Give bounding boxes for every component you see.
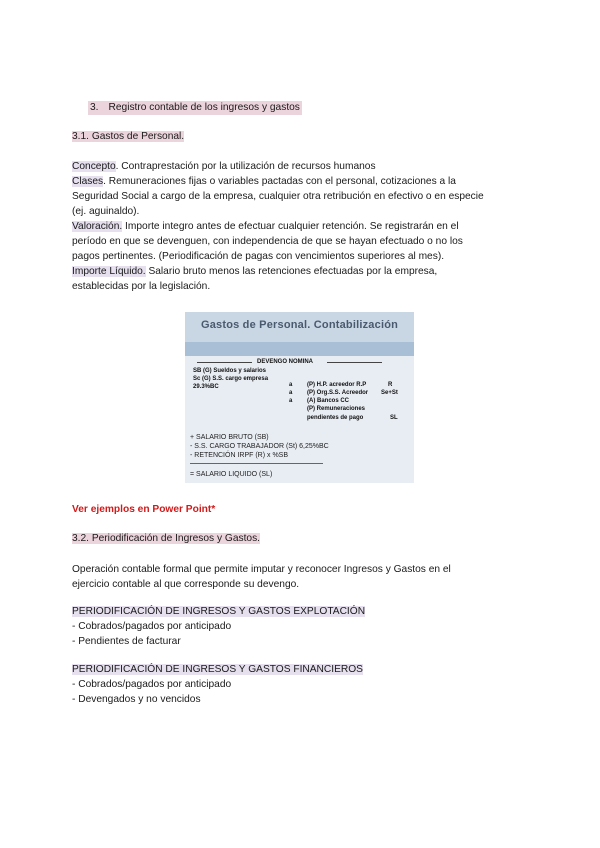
section-32-description [72,562,451,592]
valoracion-label: Valoración. [72,221,123,232]
explotacion-item-2: - Pendientes de facturar [72,636,181,648]
fig-right-code-5: SL [390,415,398,421]
clases-line2: Seguridad Social a cargo de la empresa, cualquier otra retribución en efectivo o en especie [72,191,484,203]
fig-left-row-3: 29.3%BC [193,384,219,390]
ver-ejemplos-link[interactable]: Ver ejemplos en Power Point* [72,504,216,515]
devengo-line-left [197,362,252,363]
section-31-title: 3.1. Gastos de Personal. [72,131,185,142]
fig-a-mark-3: a [289,398,293,404]
fig-right-row-5: pendientes de pago [307,415,364,421]
fig-right-row-3: (A) Bancos CC [307,398,350,404]
clases-label: Clases [72,176,104,187]
concepto-paragraph [72,159,376,174]
clases-paragraph [72,174,484,220]
explotacion-item-1: - Cobrados/pagados por anticipado [72,621,232,633]
devengo-line-right [327,362,382,363]
valoracion-paragraph [72,219,463,265]
importe-line2: establecidas por la legislación. [72,281,211,293]
explotacion-title: PERIODIFICACIÓN DE INGRESOS Y GASTOS EXPLOTACIÓN [72,606,366,617]
figure-band [185,342,414,356]
fig-a-mark-2: a [289,390,293,396]
fig-right-row-2: (P) Org.S.S. Acreedor [307,390,369,396]
clases-line1: . Remuneraciones fijas o variables pactadas con el personal, cotizaciones a la [103,176,456,187]
fig-result: = SALARIO LIQUIDO (SL) [190,471,273,478]
fig-sum-line [190,463,323,464]
fig-a-mark-1: a [289,382,293,388]
importe-label: Importe Líquido. [72,266,146,277]
fig-left-row-2: Sc (G) S.S. cargo empresa [193,376,269,382]
fig-right-row-1: (P) H.P. acreedor R.P [307,382,367,388]
main-heading-number: 3. [90,102,99,113]
valoracion-line2: período en que se devenguen, con independencia de que se hayan efectuado o no los [72,236,463,248]
contabilizacion-figure [185,312,414,483]
concepto-label: Concepto [72,161,116,172]
section-32-title: 3.2. Periodificación de Ingresos y Gastos. [72,533,261,544]
financieros-item-2: - Devengados y no vencidos [72,694,201,706]
figure-title: Gastos de Personal. Contabilización [200,319,399,331]
financieros-title: PERIODIFICACIÓN DE INGRESOS Y GASTOS FINANCIEROS [72,664,363,675]
main-heading [88,101,302,115]
importe-line1: Salario bruto menos las retenciones efectuadas por la empresa, [145,266,438,277]
fig-bottom-row-1: + SALARIO BRUTO (SB) [190,434,269,441]
explotacion-block [72,604,365,650]
financieros-item-1: - Cobrados/pagados por anticipado [72,679,232,691]
fig-right-code-1: R [388,382,393,388]
section-32-desc-line2: ejercicio contable al que corresponde su devengo. [72,579,300,591]
fig-bottom-row-3: - RETENCIÓN IRPF (R) x %SB [190,452,289,459]
main-heading-title: Registro contable de los ingresos y gastos [108,102,300,113]
section-32-desc-line1: Operación contable formal que permite imputar y reconocer Ingresos y Gastos en el [72,564,451,575]
fig-bottom-row-2: - S.S. CARGO TRABAJADOR (St) 6,25%BC [190,443,329,450]
valoracion-line3: pagos pertinentes. (Periodificación de pagas con vencimientos superiores al mes). [72,251,445,263]
financieros-block [72,662,363,708]
fig-right-row-4: (P) Remuneraciones [307,406,366,412]
valoracion-line1: Importe integro antes de efectuar cualquier retención. Se registrarán en el [122,221,459,232]
devengo-label: DEVENGO NOMINA [257,359,314,365]
fig-left-row-1: SB (G) Sueldos y salarios [193,368,267,374]
fig-right-code-2: Se+St [381,390,398,396]
clases-line3: (ej. aguinaldo). [72,206,140,218]
concepto-text: . Contraprestación por la utilización de recursos humanos [115,161,376,172]
importe-paragraph [72,264,437,294]
